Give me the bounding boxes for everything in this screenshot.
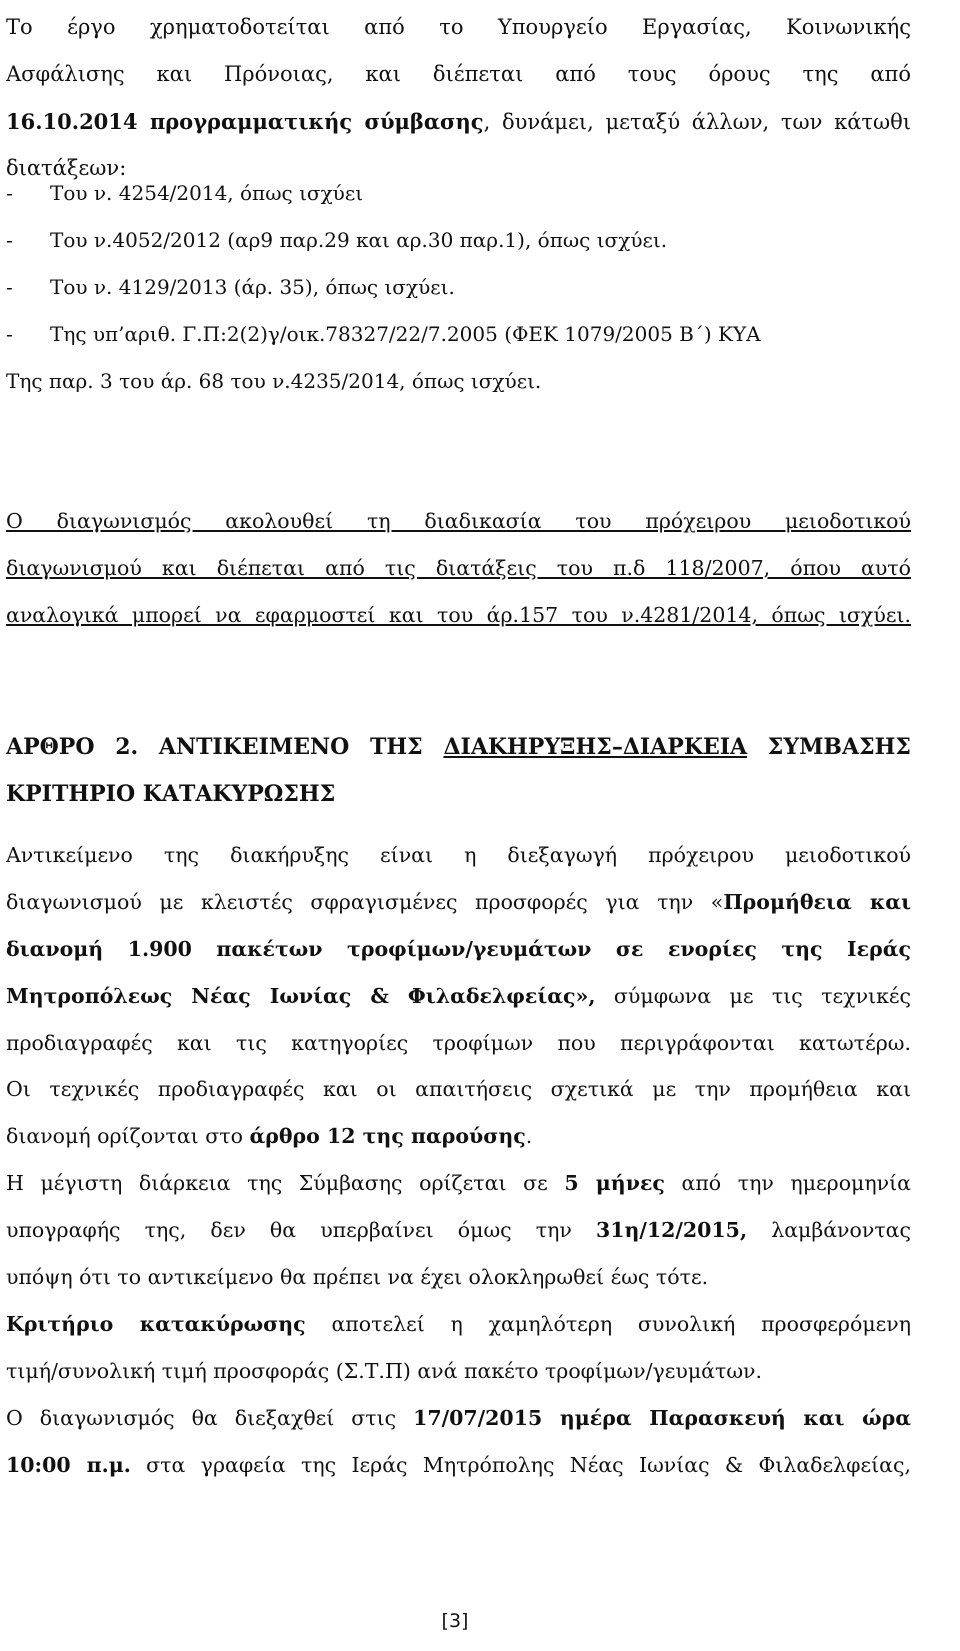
- text-line: Το έργο χρηματοδοτείται από το Υπουργείο Εργασίας, Κοινωνικής: [6, 15, 911, 39]
- text-run: αποτελεί η χαμηλότερη συνολική προσφερόμενη: [305, 1312, 912, 1336]
- list-item-text: Του ν.4052/2012 (αρ9 παρ.29 και αρ.30 παρ.1), όπως ισχύει.: [50, 228, 668, 252]
- dash-bullet: -: [6, 275, 13, 299]
- text-line: διανομή 1.900 πακέτων τροφίμων/γευμάτων σε ενορίες της Ιεράς: [6, 937, 911, 961]
- criterion-paragraph: [6, 1301, 911, 1395]
- heading-line: ΚΡΙΤΗΡΙΟ ΚΑΤΑΚΥΡΩΣΗΣ: [6, 781, 336, 807]
- list-item-text: Του ν. 4254/2014, όπως ισχύει: [50, 181, 364, 205]
- bold-run: 17/07/2015 ημέρα Παρασκευή και ώρα: [413, 1406, 912, 1430]
- text-line: διατάξεων:: [6, 156, 127, 180]
- text-run: από την ημερομηνία: [664, 1171, 911, 1195]
- text-run: , δυνάμει, μεταξύ άλλων, των κάτωθι: [483, 110, 911, 134]
- heading-run: ΣΥΜΒΑΣΗΣ: [747, 734, 911, 760]
- list-item-text: Της υπ’αριθ. Γ.Π:2(2)γ/οικ.78327/22/7.2005 (ΦΕΚ 1079/2005 Β΄) ΚΥΑ: [50, 322, 761, 346]
- text-line: [6, 1160, 911, 1207]
- heading-line: [6, 724, 911, 771]
- funding-paragraph: [6, 4, 911, 192]
- list-item: [6, 311, 761, 358]
- bold-run: Μητροπόλεως Νέας Ιωνίας & Φιλαδελφείας»,: [6, 984, 596, 1008]
- specs-paragraph: [6, 1066, 911, 1160]
- text-line: [6, 1395, 911, 1442]
- list-item: [6, 264, 761, 311]
- text-run: λαμβάνοντας: [747, 1218, 911, 1242]
- bold-run: Προμήθεια και: [723, 890, 911, 914]
- list-tail-line: Της παρ. 3 του άρ. 68 του ν.4235/2014, όπως ισχύει.: [6, 369, 542, 393]
- text-run: διαγωνισμού με κλειστές σφραγισμένες προσφορές για την «: [6, 890, 724, 914]
- legal-provisions-list: [6, 170, 761, 405]
- heading-run: ΑΡΘΡΟ 2. ΑΝΤΙΚΕΙΜΕΝΟ ΤΗΣ: [6, 734, 444, 760]
- list-item-text: Του ν. 4129/2013 (άρ. 35), όπως ισχύει.: [50, 275, 455, 299]
- text-run: Η μέγιστη διάρκεια της Σύμβασης ορίζεται σε: [6, 1171, 565, 1195]
- date-paragraph: [6, 1395, 911, 1489]
- text-run: στα γραφεία της Ιεράς Μητρόπολης Νέας Ιωνίας & Φιλαδελφείας,: [130, 1453, 911, 1477]
- text-line: Ασφάλισης και Πρόνοιας, και διέπεται από τους όρους της από: [6, 62, 911, 86]
- text-line: [6, 1442, 911, 1489]
- text-line: [6, 879, 911, 926]
- dash-bullet: -: [6, 228, 13, 252]
- text-line: υπόψη ότι το αντικείμενο θα πρέπει να έχει ολοκληρωθεί έως τότε.: [6, 1265, 709, 1289]
- text-line: προδιαγραφές και τις κατηγορίες τροφίμων που περιγράφονται κατωτέρω.: [6, 1031, 911, 1055]
- list-item: [6, 217, 761, 264]
- bold-run: άρθρο 12 της παρούσης: [249, 1124, 526, 1148]
- text-line: [6, 1113, 911, 1160]
- text-line: [6, 973, 911, 1020]
- text-run: υπογραφής της, δεν θα υπερβαίνει όμως την: [6, 1218, 596, 1242]
- text-line: [6, 98, 911, 145]
- bold-run: 31η/12/2015,: [595, 1218, 748, 1242]
- text-line: διαγωνισμού και διέπεται από τις διατάξεις του π.δ 118/2007, όπου αυτό: [6, 556, 911, 580]
- text-line: Αντικείμενο της διακήρυξης είναι η διεξαγωγή πρόχειρου μειοδοτικού: [6, 843, 911, 867]
- text-line: [6, 1301, 911, 1348]
- text-line: [6, 1207, 911, 1254]
- procedure-paragraph: [6, 498, 911, 639]
- page-number: [3]: [441, 1610, 469, 1632]
- dash-bullet: -: [6, 322, 13, 346]
- duration-paragraph: [6, 1160, 911, 1301]
- agreement-date: 16.10.2014 προγραμματικής σύμβασης: [6, 109, 484, 134]
- object-paragraph: [6, 832, 911, 1067]
- list-item: [6, 170, 761, 217]
- bold-run: 10:00 π.μ.: [6, 1453, 131, 1477]
- text-line: τιμή/συνολική τιμή προσφοράς (Σ.Τ.Π) ανά πακέτο τροφίμων/γευμάτων.: [6, 1359, 763, 1383]
- text-run: σύμφωνα με τις τεχνικές: [595, 984, 912, 1008]
- text-line: Ο διαγωνισμός ακολουθεί τη διαδικασία του πρόχειρου μειοδοτικού: [6, 509, 911, 533]
- heading-underlined-run: ΔΙΑΚΗΡΥΞΗΣ–ΔΙΑΡΚΕΙΑ: [443, 734, 748, 760]
- text-run: Ο διαγωνισμός θα διεξαχθεί στις: [6, 1406, 414, 1430]
- text-line: Οι τεχνικές προδιαγραφές και οι απαιτήσεις σχετικά με την προμήθεια και: [6, 1077, 911, 1101]
- text-run: .: [525, 1124, 533, 1148]
- bold-run: Κριτήριο κατακύρωσης: [6, 1312, 306, 1336]
- dash-bullet: -: [6, 181, 13, 205]
- article-heading: [6, 724, 911, 818]
- bold-run: 5 μήνες: [564, 1171, 665, 1195]
- text-run: διανομή ορίζονται στο: [6, 1124, 250, 1148]
- text-line: αναλογικά μπορεί να εφαρμοστεί και του άρ.157 του ν.4281/2014, όπως ισχύει.: [6, 603, 911, 627]
